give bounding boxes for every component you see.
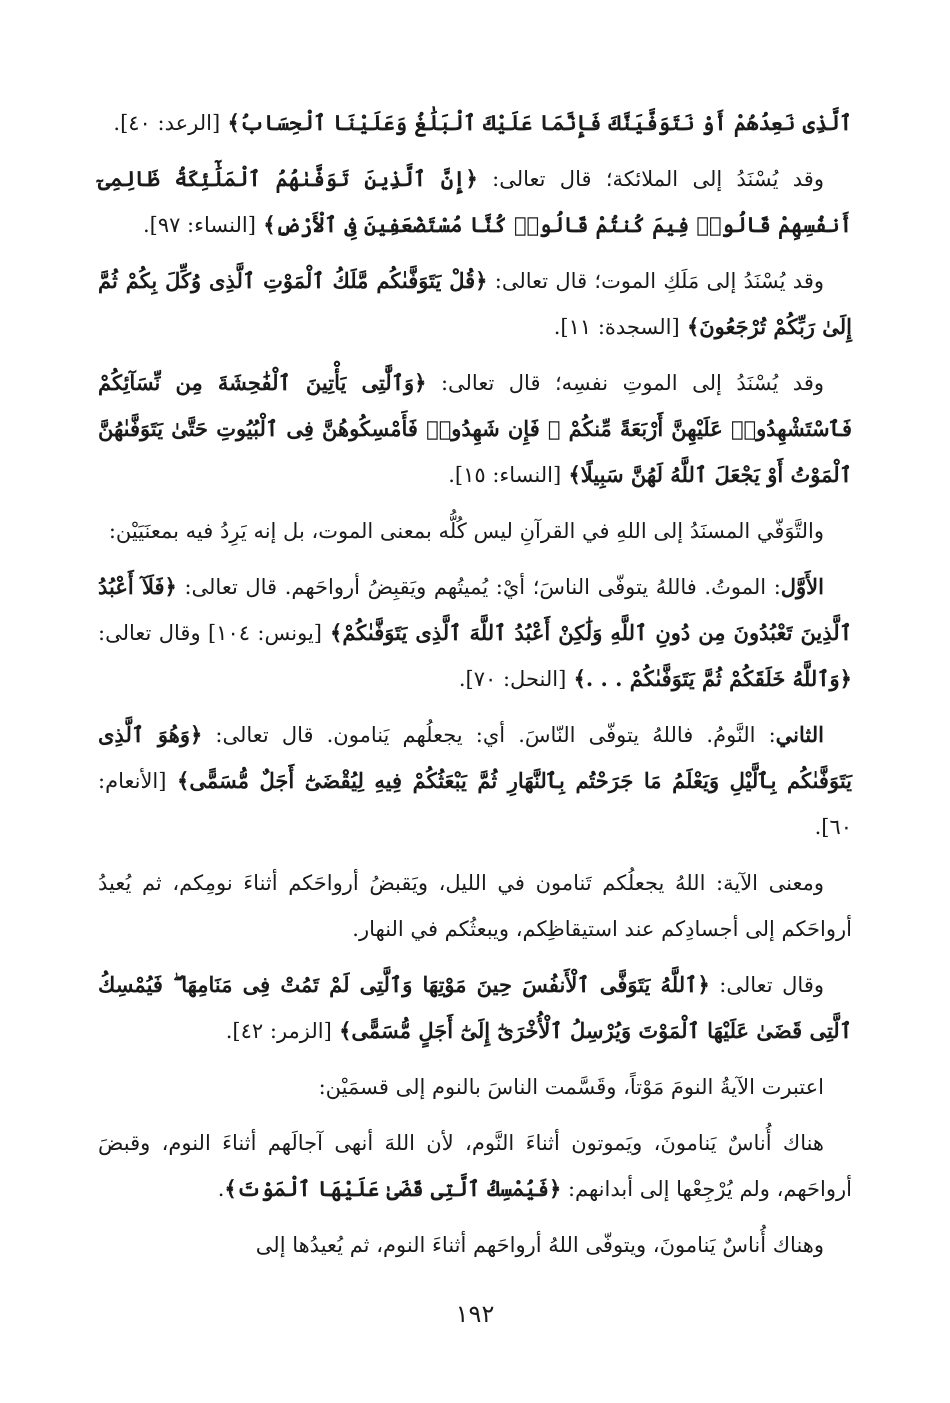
paragraph (98, 860, 852, 952)
body-text: [النساء: ١٥]. (448, 463, 562, 487)
paragraph (98, 1222, 852, 1268)
page-body (98, 100, 852, 1278)
body-text: [الرعد: ٤٠]. (113, 111, 221, 135)
body-text: [الأنعام: ٦٠]. (98, 769, 852, 839)
body-text: [النساء: ٩٧]. (142, 213, 256, 237)
body-text: وهناك أُناسٌ يَنامونَ، ويتوفّى اللهُ أرواحَهم أثناءَ النوم، ثم يُعيدُها إلى (255, 1233, 824, 1257)
paragraph (98, 564, 852, 702)
body-text: [الزمر: ٤٢]. (225, 1019, 332, 1043)
body-text: : الموتُ. فاللهُ يتوفّى الناسَ؛ أيْ: يُميتُهم ويَقبِضُ أرواحَهم. قال تعالى: (176, 575, 781, 599)
body-text: اعتبرت الآيةُ النومَ مَوْتاً، وقَسَّمت الناسَ بالنوم إلى قسمَيْن: (318, 1075, 824, 1099)
paragraph (98, 1120, 852, 1212)
quran-quote: ﴿ٱللَّهُ يَتَوَفَّى ٱلْأَنفُسَ حِينَ مَوْتِهَا وَٱلَّتِى لَمْ تَمُتْ فِى مَنَامِهَا ۖ فَيُمْسِكُ ٱلَّتِى قَضَىٰ عَلَيْهَا ٱلْمَوْتَ وَيُرْسِلُ ٱلْأُخْرَىٰٓ إِلَىٰٓ أَجَلٍ مُّسَمًّى﴾ (98, 972, 852, 1043)
body-text: [السجدة: ١١]. (553, 315, 680, 339)
body-text: [النحل: ٧٠]. (458, 667, 567, 691)
quran-quote: ٱلَّذِى نَعِدُهُمْ أَوْ نَتَوَفَّيَنَّكَ فَإِنَّمَا عَلَيْكَ ٱلْبَلَٰغُ وَعَلَيْنَا ٱلْحِسَابُ﴾ (220, 110, 852, 135)
body-text: ومعنى الآية: اللهُ يجعلُكم تَنامون في الليل، ويَقبضُ أرواحَكم أثناءَ نومِكم، ثم يُعيدُ أرواحَكم إلى أجسادِكم عند استيقاظِكم، ويبعثُكم في النهار. (98, 871, 852, 941)
paragraph (98, 712, 852, 850)
body-text: : النَّومُ. فاللهُ يتوفّى النّاسَ. أي: يجعلُهم يَنامون. قال تعالى: (202, 723, 776, 747)
body-text: وقال تعالى: (709, 973, 824, 997)
quran-quote: ﴿فَلَآ أَعْبُدُ ٱلَّذِينَ تَعْبُدُونَ مِن دُونِ ٱللَّهِ وَلَٰكِنْ أَعْبُدُ ٱللَّهَ ٱلَّذِى يَتَوَفَّىٰكُمْ﴾ (98, 574, 852, 645)
quran-quote: ﴿فَيُمْسِكُ ٱلَّتِى قَضَىٰ عَلَيْهَا ٱلْمَوْتَ﴾ (224, 1176, 562, 1201)
paragraph (98, 258, 852, 350)
body-text: هناك أُناسٌ يَنامونَ، ويَموتون أثناءَ النَّوم، لأن اللهَ أنهى آجالَهم أثناءَ النوم، وقبضَ أرواحَهم، ولم يُرْجِعْها إلى أبدانهم: (98, 1131, 852, 1201)
paragraph (98, 508, 852, 554)
paragraph (98, 962, 852, 1054)
paragraph (98, 156, 852, 248)
quran-quote: ﴿وَٱلَّٰتِى يَأْتِينَ ٱلْفَٰحِشَةَ مِن نِّسَآئِكُمْ فَٱسْتَشْهِدُوا۟ عَلَيْهِنَّ أَرْبَعَةً مِّنكُمْ ۖ فَإِن شَهِدُوا۟ فَأَمْسِكُوهُنَّ فِى ٱلْبُيُوتِ حَتَّىٰ يَتَوَفَّىٰهُنَّ ٱلْمَوْتُ أَوْ يَجْعَلَ ٱللَّهُ لَهُنَّ سَبِيلًا﴾ (98, 370, 852, 487)
bold-term: الأَوَّل (780, 574, 824, 599)
body-text: وقد يُسْنَدُ إلى مَلَكِ الموت؛ قال تعالى: (487, 269, 824, 293)
text-column (98, 100, 852, 1268)
quran-quote: ﴿إِنَّ ٱلَّذِينَ تَوَفَّىٰهُمُ ٱلْمَلَٰٓئِكَةُ ظَالِمِىٓ أَنفُسِهِمْ قَالُوا۟ فِيمَ كُنتُمْ قَالُوا۟ كُنَّا مُسْتَضْعَفِينَ فِى ٱلْأَرْضِ﴾ (98, 166, 852, 237)
paragraph (98, 1064, 852, 1110)
page-number: ١٩٢ (455, 1300, 495, 1328)
body-text: وقد يُسْنَدُ إلى الملائكة؛ قال تعالى: (477, 167, 824, 191)
body-text: وقد يُسْنَدُ إلى الموتِ نفسِه؛ قال تعالى: (426, 371, 824, 395)
body-text: [يونس: ١٠٤] وقال تعالى: (98, 621, 322, 645)
bold-term: الثاني (775, 722, 824, 747)
paragraph (98, 360, 852, 498)
body-text: والتَّوَفّي المسنَدُ إلى اللهِ في القرآنِ ليس كُلُّه بمعنى الموت، بل إنه يَرِدُ فيه بمعنَيَيْن: (108, 519, 824, 543)
quran-quote: ﴿وَٱللَّهُ خَلَقَكُمْ ثُمَّ يَتَوَفَّىٰكُمْ . . .﴾ (566, 666, 852, 691)
quran-quote: ﴿قُلْ يَتَوَفَّىٰكُم مَّلَكُ ٱلْمَوْتِ ٱلَّذِى وُكِّلَ بِكُمْ ثُمَّ إِلَىٰ رَبِّكُمْ تُرْجَعُونَ﴾ (98, 268, 852, 339)
quran-quote: ﴿وَهُوَ ٱلَّذِى يَتَوَفَّىٰكُم بِٱلَّيْلِ وَيَعْلَمُ مَا جَرَحْتُم بِٱلنَّهَارِ ثُمَّ يَبْعَثُكُمْ فِيهِ لِيُقْضَىٰٓ أَجَلٌ مُّسَمًّى﴾ (98, 722, 852, 793)
body-text: . (217, 1177, 225, 1201)
paragraph (98, 100, 852, 146)
